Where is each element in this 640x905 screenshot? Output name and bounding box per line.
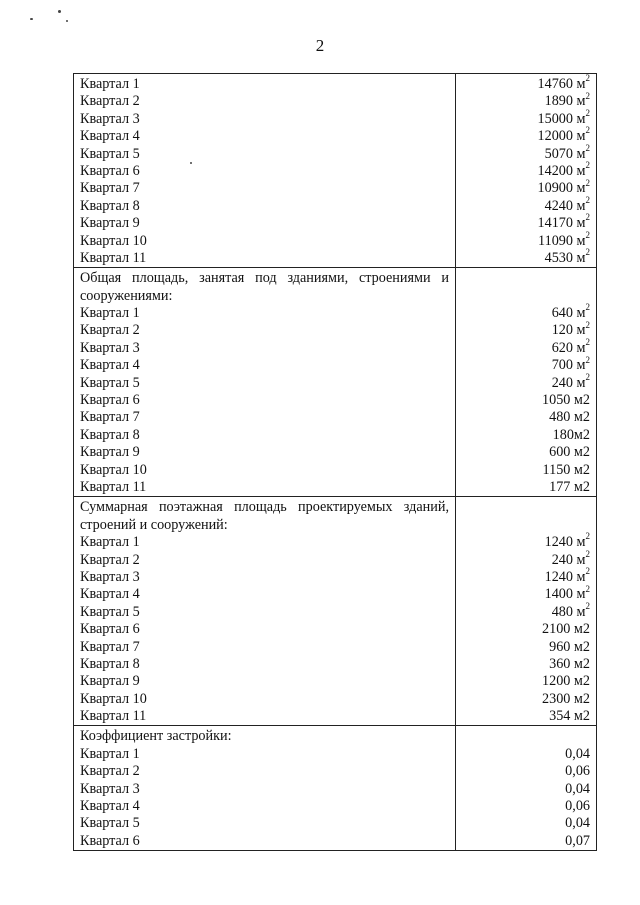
row-value-text: 4530 м xyxy=(544,249,586,266)
row-value xyxy=(462,177,590,197)
unit-superscript: 2 xyxy=(585,354,590,365)
row-label: Квартал 5 xyxy=(80,374,140,391)
row-value-text: 700 м xyxy=(551,357,586,374)
row-value xyxy=(462,302,590,322)
row-value xyxy=(462,160,590,180)
row-value xyxy=(462,600,590,621)
row-label: Квартал 2 xyxy=(80,763,140,780)
section-heading-line: Суммарная поэтажная площадь проектируемых зданий, xyxy=(80,499,449,516)
unit-superscript: 2 xyxy=(585,125,590,136)
unit-superscript: 2 xyxy=(585,531,590,542)
row-value-text: 14200 м xyxy=(537,162,586,179)
row-label: Квартал 5 xyxy=(80,603,140,620)
row-value xyxy=(462,566,590,586)
section-heading-line: Коэффициент застройки: xyxy=(80,728,232,745)
section-values-cell xyxy=(456,268,597,497)
row-label: Квартал 3 xyxy=(80,110,140,127)
row-label: Квартал 3 xyxy=(80,780,140,797)
row-value-text: 0,04 xyxy=(565,745,590,762)
row-value xyxy=(462,656,590,673)
row-value-text: 0,04 xyxy=(565,815,590,832)
row-label: Квартал 10 xyxy=(80,232,147,249)
unit-superscript: 2 xyxy=(585,229,590,240)
row-value-text: 12000 м xyxy=(537,128,586,145)
row-value xyxy=(462,531,590,551)
row-label: Квартал 7 xyxy=(80,409,140,426)
row-value xyxy=(462,462,590,479)
row-value xyxy=(462,763,590,780)
unit-superscript: 2 xyxy=(585,302,590,313)
row-value-text: 240 м xyxy=(551,374,586,391)
row-value-text: 10900 м xyxy=(537,180,586,197)
row-label: Квартал 9 xyxy=(80,444,140,461)
row-label: Квартал 4 xyxy=(80,357,140,374)
row-value xyxy=(462,691,590,708)
row-value-text: 1400 м xyxy=(544,586,586,603)
row-value xyxy=(462,444,590,461)
row-value xyxy=(462,354,590,374)
unit-superscript: 2 xyxy=(585,90,590,101)
row-label: Квартал 11 xyxy=(80,478,147,495)
row-value-text: 1050 м2 xyxy=(542,392,590,409)
parameters-table xyxy=(73,73,597,851)
row-value xyxy=(462,125,590,145)
table-section xyxy=(74,726,597,851)
row-value xyxy=(462,195,590,215)
row-value xyxy=(462,212,590,232)
row-label: Квартал 1 xyxy=(80,305,140,322)
scan-speck xyxy=(30,18,33,20)
row-label: Квартал 2 xyxy=(80,551,140,568)
row-label: Квартал 8 xyxy=(80,426,140,443)
unit-superscript: 2 xyxy=(585,583,590,594)
section-labels-cell xyxy=(74,726,456,851)
row-label: Квартал 10 xyxy=(80,690,147,707)
row-value xyxy=(462,409,590,426)
row-label: Квартал 8 xyxy=(80,655,140,672)
section-values-cell xyxy=(456,726,597,851)
row-value xyxy=(462,337,590,357)
section-labels-cell xyxy=(74,74,456,268)
row-value xyxy=(462,229,590,250)
row-value xyxy=(462,833,590,850)
row-value xyxy=(462,73,590,93)
row-label: Квартал 2 xyxy=(80,322,140,339)
row-value-text: 480 м xyxy=(551,603,586,620)
unit-superscript: 2 xyxy=(585,73,590,84)
row-value xyxy=(462,621,590,638)
row-value-text: 640 м xyxy=(551,305,586,322)
row-value-text: 11090 м xyxy=(538,232,586,249)
row-value xyxy=(462,815,590,832)
row-value xyxy=(462,746,590,763)
row-label: Квартал 11 xyxy=(80,708,147,725)
section-values-cell xyxy=(456,74,597,268)
row-label: Квартал 5 xyxy=(80,815,140,832)
scan-speck xyxy=(66,20,68,22)
unit-superscript: 2 xyxy=(585,195,590,205)
row-value xyxy=(462,142,590,163)
row-value xyxy=(462,798,590,815)
row-label: Квартал 8 xyxy=(80,197,140,214)
row-value-text: 240 м xyxy=(551,551,586,568)
row-value-text: 480 м2 xyxy=(549,409,590,426)
row-value xyxy=(462,392,590,409)
row-label: Квартал 6 xyxy=(80,392,140,409)
row-value xyxy=(462,548,590,569)
scan-speck xyxy=(58,10,61,13)
row-value-text: 1240 м xyxy=(544,568,586,585)
row-value-text: 0,06 xyxy=(565,798,590,815)
row-label: Квартал 7 xyxy=(80,180,140,197)
row-value xyxy=(462,639,590,656)
section-labels-cell xyxy=(74,497,456,726)
unit-superscript: 2 xyxy=(585,566,590,577)
unit-superscript: 2 xyxy=(585,600,590,611)
row-label: Квартал 9 xyxy=(80,673,140,690)
row-value xyxy=(462,479,590,496)
row-value-text: 1890 м xyxy=(544,93,586,110)
unit-superscript: 2 xyxy=(585,337,590,348)
unit-superscript: 2 xyxy=(585,177,590,188)
row-label: Квартал 1 xyxy=(80,534,140,551)
row-value-text: 0,07 xyxy=(565,832,590,849)
table-section xyxy=(74,497,597,726)
row-value xyxy=(462,427,590,444)
row-value-text: 1200 м2 xyxy=(542,673,590,690)
row-value-text: 0,06 xyxy=(565,763,590,780)
row-value xyxy=(462,781,590,798)
row-value xyxy=(462,708,590,725)
row-label: Квартал 2 xyxy=(80,93,140,110)
row-label: Квартал 1 xyxy=(80,76,140,92)
row-label: Квартал 6 xyxy=(80,621,140,638)
section-heading-line: сооружениями: xyxy=(80,287,173,304)
row-label: Квартал 3 xyxy=(80,568,140,585)
section-values-cell xyxy=(456,497,597,726)
row-value-text: 1240 м xyxy=(544,534,586,551)
table-section xyxy=(74,268,597,497)
row-label: Квартал 5 xyxy=(80,145,140,162)
row-value xyxy=(462,247,590,267)
row-label: Квартал 4 xyxy=(80,128,140,145)
unit-superscript: 2 xyxy=(585,319,590,330)
row-label: Квартал 6 xyxy=(80,162,140,179)
unit-superscript: 2 xyxy=(585,108,590,119)
row-value-text: 360 м2 xyxy=(549,655,590,672)
section-heading-line: Общая площадь, занятая под зданиями, строениями и xyxy=(80,270,449,287)
row-label: Квартал 4 xyxy=(80,798,140,815)
row-value xyxy=(462,319,590,339)
row-value-text: 15000 м xyxy=(537,110,586,127)
row-label: Квартал 1 xyxy=(80,745,140,762)
row-value-text: 14760 м xyxy=(537,76,586,92)
row-value-text: 600 м2 xyxy=(549,444,590,461)
row-value-text: 0,04 xyxy=(565,780,590,797)
row-value-text: 620 м xyxy=(551,339,586,356)
row-value-text: 1150 м2 xyxy=(542,461,590,478)
row-value xyxy=(462,108,590,128)
unit-superscript: 2 xyxy=(585,548,590,559)
page-number: 2 xyxy=(315,36,325,55)
row-value-text: 2100 м2 xyxy=(542,621,590,638)
unit-superscript: 2 xyxy=(585,160,590,171)
row-value-text: 354 м2 xyxy=(549,708,590,725)
row-label: Квартал 7 xyxy=(80,638,140,655)
unit-superscript: 2 xyxy=(585,142,590,153)
section-heading-line: строений и сооружений: xyxy=(80,516,228,533)
row-label: Квартал 3 xyxy=(80,339,140,356)
row-value-text: 120 м xyxy=(551,322,586,339)
table-section xyxy=(74,74,597,268)
row-value-text: 2300 м2 xyxy=(542,690,590,707)
row-label: Квартал 6 xyxy=(80,832,140,849)
unit-superscript: 2 xyxy=(585,247,590,258)
row-value-text: 14170 м xyxy=(537,215,586,232)
row-value-text: 5070 м xyxy=(544,145,586,162)
row-value xyxy=(462,90,590,110)
row-value xyxy=(462,371,590,392)
section-labels-cell xyxy=(74,268,456,497)
row-value-text: 180м2 xyxy=(552,426,590,443)
row-label: Квартал 4 xyxy=(80,586,140,603)
row-value-text: 960 м2 xyxy=(549,638,590,655)
unit-superscript: 2 xyxy=(585,212,590,223)
row-label: Квартал 10 xyxy=(80,461,147,478)
row-label: Квартал 9 xyxy=(80,215,140,232)
row-value-text: 177 м2 xyxy=(549,478,590,495)
row-value xyxy=(462,583,590,603)
unit-superscript: 2 xyxy=(585,371,590,382)
row-value xyxy=(462,673,590,690)
row-label: Квартал 11 xyxy=(80,249,147,266)
row-value-text: 4240 м xyxy=(544,197,586,214)
